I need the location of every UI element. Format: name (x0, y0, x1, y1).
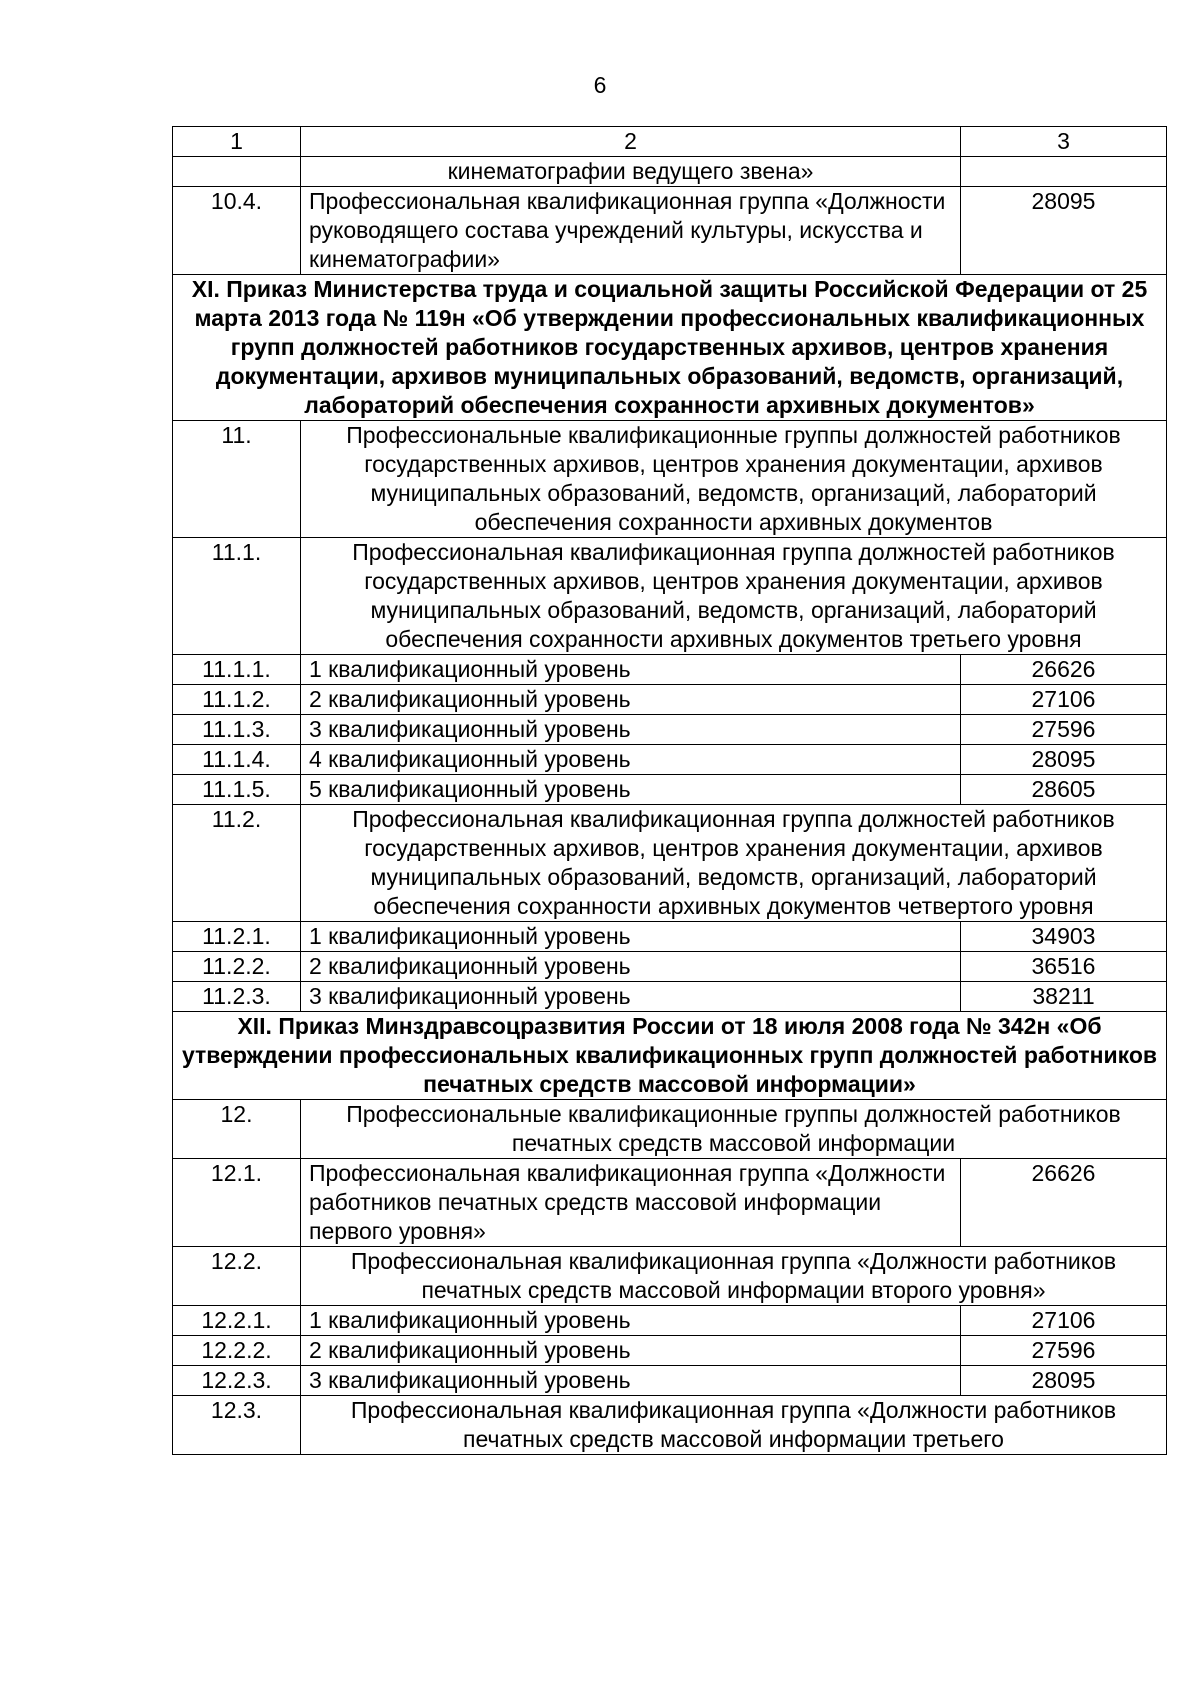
table-row (173, 1366, 1167, 1396)
group-row (173, 1396, 1167, 1455)
row-number: 12.2.2. (173, 1336, 301, 1366)
row-name: 1 квалификационный уровень (301, 922, 961, 952)
row-value: 26626 (961, 1159, 1167, 1247)
row-name: 1 квалификационный уровень (301, 655, 961, 685)
row-value: 28095 (961, 745, 1167, 775)
group-name: Профессиональная квалификационная группа должностей работников государственных архивов, центров хранения документации, архивов муниципальных образований, ведомств, организаций, лабораторий обеспечения сохранности архивных документов четвертого уровня (301, 805, 1167, 922)
page-number: 6 (593, 72, 607, 98)
table-row (173, 655, 1167, 685)
row-value: 27596 (961, 1336, 1167, 1366)
group-name: Профессиональная квалификационная группа «Должности работников печатных средств массовой информации второго уровня» (301, 1247, 1167, 1306)
row-value: 27106 (961, 685, 1167, 715)
row-name: 3 квалификационный уровень (301, 982, 961, 1012)
row-number: 12.2. (173, 1247, 301, 1306)
table-row (173, 187, 1167, 275)
row-value: 34903 (961, 922, 1167, 952)
row-value: 27596 (961, 715, 1167, 745)
table-row (173, 685, 1167, 715)
row-value: 28095 (961, 187, 1167, 275)
row-name: 5 квалификационный уровень (301, 775, 961, 805)
row-number: 11.2.3. (173, 982, 301, 1012)
table-row (173, 775, 1167, 805)
row-number: 11. (173, 421, 301, 538)
row-number: 11.2.1. (173, 922, 301, 952)
row-name: 1 квалификационный уровень (301, 1306, 961, 1336)
group-row (173, 538, 1167, 655)
group-name: Профессиональная квалификационная группа должностей работников государственных архивов, центров хранения документации, архивов муниципальных образований, ведомств, организаций, лабораторий обеспечения сохранности архивных документов третьего уровня (301, 538, 1167, 655)
row-number: 11.1.2. (173, 685, 301, 715)
row-name: 2 квалификационный уровень (301, 1336, 961, 1366)
salary-table (172, 126, 1167, 1455)
row-number: 12.2.1. (173, 1306, 301, 1336)
table-row (173, 952, 1167, 982)
row-value: 28095 (961, 1366, 1167, 1396)
table-row (173, 745, 1167, 775)
row-number: 10.4. (173, 187, 301, 275)
row-name: 3 квалификационный уровень (301, 1366, 961, 1396)
group-row (173, 1247, 1167, 1306)
group-row (173, 805, 1167, 922)
group-name: Профессиональная квалификационная группа «Должности работников печатных средств массовой информации третьего (301, 1396, 1167, 1455)
table-row (173, 922, 1167, 952)
row-number: 11.1. (173, 538, 301, 655)
row-name: 2 квалификационный уровень (301, 685, 961, 715)
table-row (173, 1159, 1167, 1247)
group-name: Профессиональные квалификационные группы должностей работников печатных средств массовой информации (301, 1100, 1167, 1159)
row-number: 11.1.5. (173, 775, 301, 805)
row-value (961, 157, 1167, 187)
header-col-3: 3 (961, 127, 1167, 157)
row-value: 27106 (961, 1306, 1167, 1336)
group-row (173, 421, 1167, 538)
row-value: 38211 (961, 982, 1167, 1012)
row-value: 36516 (961, 952, 1167, 982)
row-number: 12. (173, 1100, 301, 1159)
group-name: Профессиональные квалификационные группы должностей работников государственных архивов, центров хранения документации, архивов муниципальных образований, ведомств, организаций, лабораторий обеспечения сохранности архивных документов (301, 421, 1167, 538)
header-col-1: 1 (173, 127, 301, 157)
section-heading: XI. Приказ Министерства труда и социальной защиты Российской Федерации от 25 марта 2013 года № 119н «Об утверждении профессиональных квалификационных групп должностей работников государственных архивов, центров хранения документации, архивов муниципальных образований, ведомств, организаций, лабораторий обеспечения сохранности архивных документов» (173, 275, 1167, 421)
row-number: 12.1. (173, 1159, 301, 1247)
row-name: 2 квалификационный уровень (301, 952, 961, 982)
row-value: 28605 (961, 775, 1167, 805)
section-heading-row (173, 1012, 1167, 1100)
row-number: 11.1.1. (173, 655, 301, 685)
row-number: 11.1.4. (173, 745, 301, 775)
row-name: 4 квалификационный уровень (301, 745, 961, 775)
row-name: Профессиональная квалификационная группа «Должности руководящего состава учреждений культуры, искусства и кинематографии» (301, 187, 961, 275)
row-name: Профессиональная квалификационная группа «Должности работников печатных средств массовой информации первого уровня» (301, 1159, 961, 1247)
row-number: 11.2.2. (173, 952, 301, 982)
row-name: 3 квалификационный уровень (301, 715, 961, 745)
row-number: 11.2. (173, 805, 301, 922)
table-row (173, 1306, 1167, 1336)
row-name: кинематографии ведущего звена» (301, 157, 961, 187)
table-row (173, 982, 1167, 1012)
row-number (173, 157, 301, 187)
row-number: 12.2.3. (173, 1366, 301, 1396)
header-col-2: 2 (301, 127, 961, 157)
table-row (173, 1336, 1167, 1366)
row-value: 26626 (961, 655, 1167, 685)
table-header-row (173, 127, 1167, 157)
section-heading: XII. Приказ Минздравсоцразвития России от 18 июля 2008 года № 342н «Об утверждении профессиональных квалификационных групп должностей работников печатных средств массовой информации» (173, 1012, 1167, 1100)
table-row (173, 715, 1167, 745)
section-heading-row (173, 275, 1167, 421)
continuation-row (173, 157, 1167, 187)
row-number: 11.1.3. (173, 715, 301, 745)
group-row (173, 1100, 1167, 1159)
row-number: 12.3. (173, 1396, 301, 1455)
